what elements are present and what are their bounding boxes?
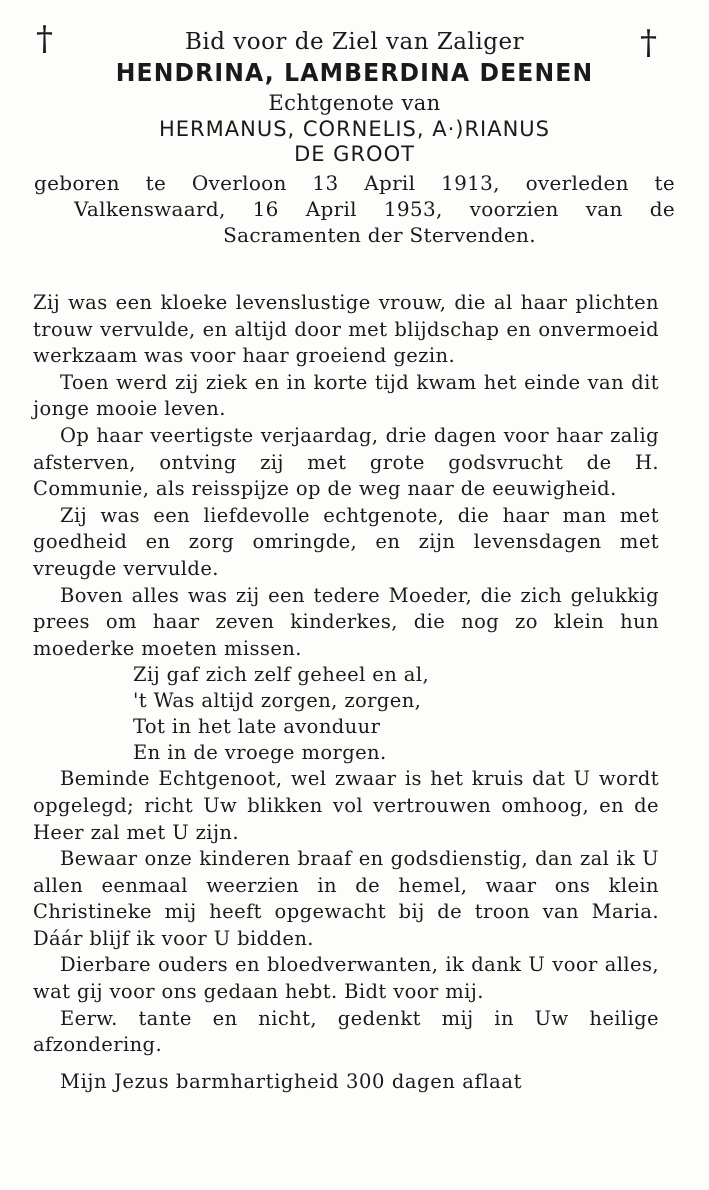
paragraph-7: Bewaar onze kinderen braaf en godsdienstig, dan zal ik U allen eenmaal weerzien in de hemel, waar ons klein Christineke mij heeft opgewacht bij de troon van Maria. Dáár blijf ik voor U bidden. — [33, 847, 659, 950]
birth-death-line1: geboren te Overloon 13 April 1913, overleden te — [34, 171, 675, 195]
card-header — [0, 23, 709, 248]
paragraph-4: Zij was een liefdevolle echtgenote, die haar man met goedheid en zorg omringde, en zijn levensdagen met vreugde vervulde. — [33, 503, 659, 580]
birth-death-info — [0, 170, 709, 248]
cross-left-icon: † — [36, 19, 53, 59]
poem-line-2: 't Was altijd zorgen, zorgen, — [133, 689, 422, 713]
husband-name-line1: HERMANUS, CORNELIS, A·)RIANUS — [158, 117, 551, 141]
paragraph-8: Dierbare ouders en bloedverwanten, ik dank U voor alles, wat gij voor ons gedaan hebt. Bidt voor mij. — [33, 953, 659, 1004]
poem-line-4: En in de vroege morgen. — [133, 741, 387, 765]
paragraph-2: Toen werd zij ziek en in korte tijd kwam het einde van dit jonge mooie leven. — [33, 370, 659, 421]
memorial-text — [33, 290, 659, 1095]
paragraph-1: Zij was een kloeke levenslustige vrouw, die al haar plichten trouw vervulde, en altijd door met blijdschap en onvermoeid werkzaam was voor haar groeiend gezin. — [33, 291, 659, 368]
husband-name-line2: DE GROOT — [294, 142, 415, 166]
poem — [33, 662, 659, 766]
spouse-of-label: Echtgenote van — [268, 91, 441, 115]
paragraph-3: Op haar veertigste verjaardag, drie dagen voor haar zalig afsterven, ontving zij met grote godsvrucht de H. Communie, als reisspijze op de weg naar de eeuwigheid. — [33, 423, 659, 501]
birth-death-line2: Valkenswaard, 16 April 1953, voorzien van de — [74, 197, 675, 221]
poem-line-3: Tot in het late avonduur — [133, 715, 381, 739]
poem-line-1: Zij gaf zich zelf geheel en al, — [133, 663, 430, 687]
cross-right-icon: † — [640, 23, 657, 63]
paragraph-9: Eerw. tante en nicht, gedenkt mij in Uw heilige afzondering. — [33, 1006, 659, 1057]
indulgence-prayer: Mijn Jezus barmhartigheid 300 dagen aflaat — [60, 1069, 523, 1093]
birth-death-line3: Sacramenten der Stervenden. — [223, 223, 536, 247]
deceased-name: HENDRINA, LAMBERDINA DEENEN — [115, 58, 594, 87]
prayer-line: Bid voor de Ziel van Zaliger — [184, 29, 525, 55]
paragraph-5: Boven alles was zij een tedere Moeder, die zich gelukkig prees om haar zeven kinderkes, die nog zo klein hun moederke moeten missen. — [33, 583, 659, 660]
paragraph-6: Beminde Echtgenoot, wel zwaar is het kruis dat U wordt opgelegd; richt Uw blikken vol vertrouwen omhoog, en de Heer zal met U zijn. — [33, 767, 659, 844]
